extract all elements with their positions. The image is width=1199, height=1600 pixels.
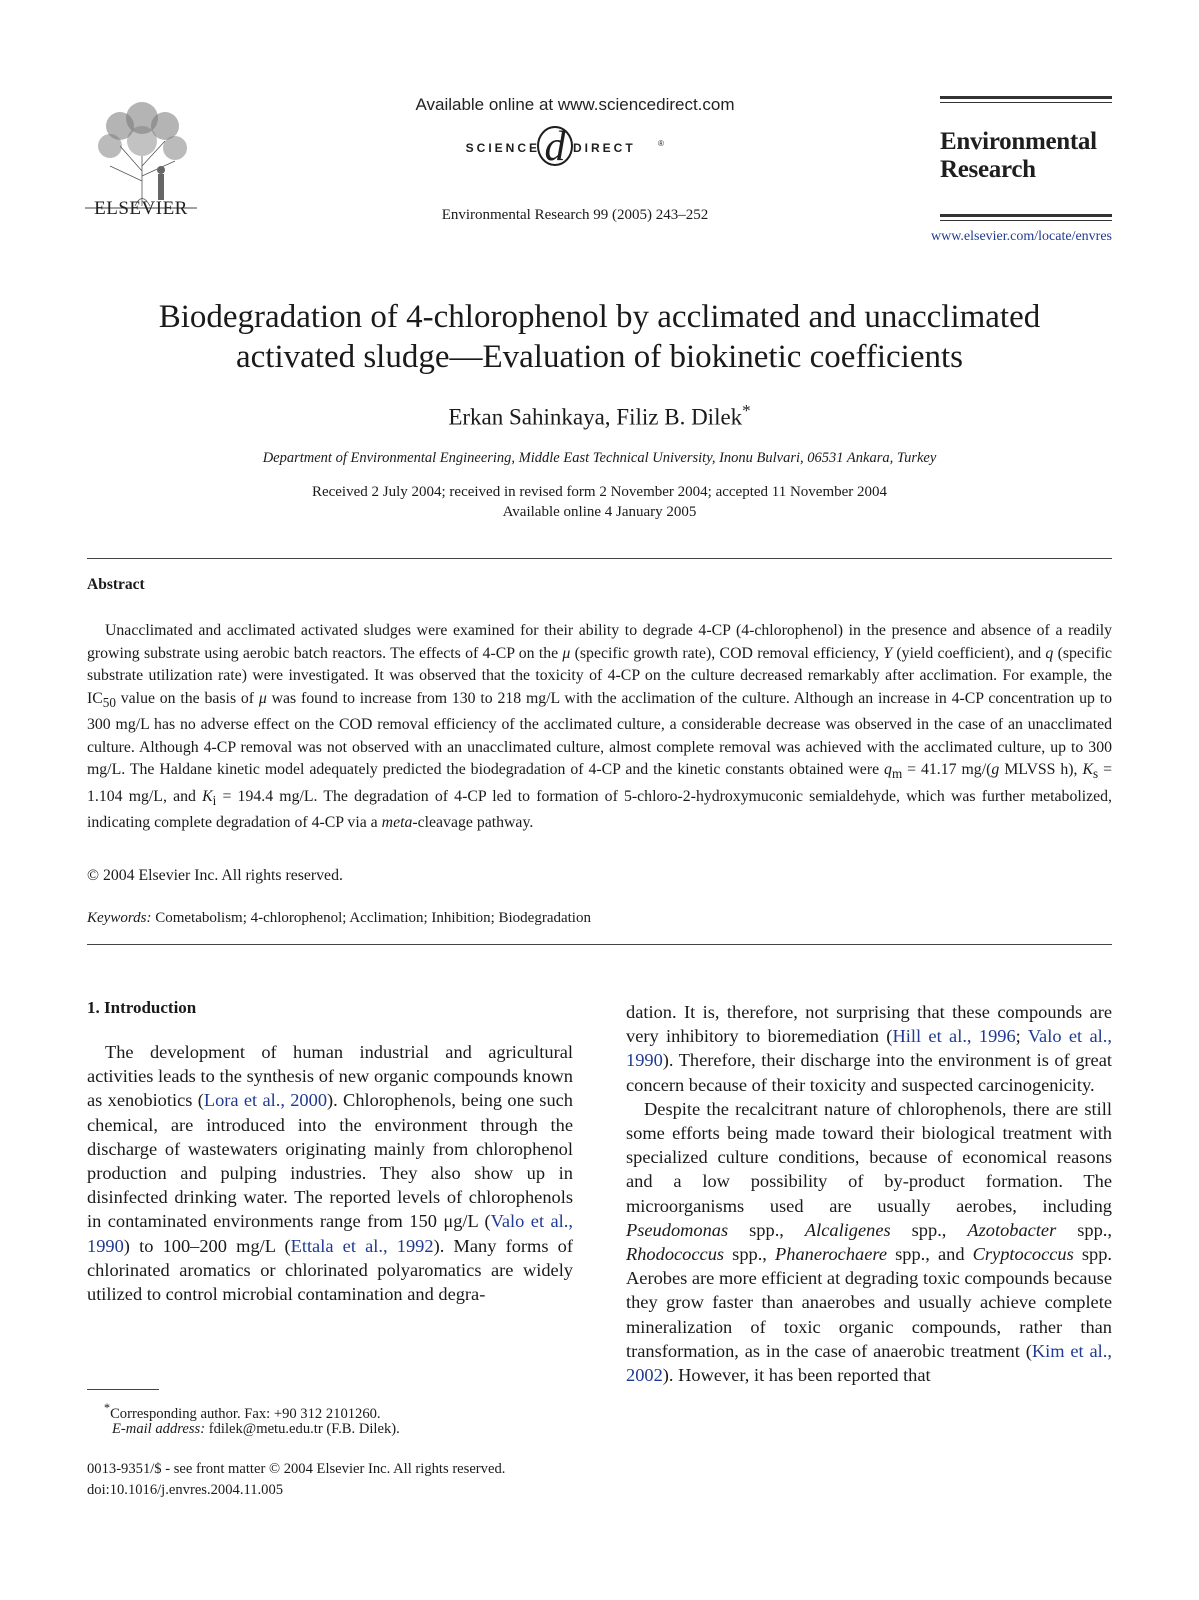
header-rule xyxy=(940,102,1112,103)
qm-subscript: m xyxy=(891,766,903,782)
body-text: spp., xyxy=(724,1244,776,1265)
received-dates: Received 2 July 2004; received in revised form 2 November 2004; accepted 11 November 2004 xyxy=(311,484,888,500)
corresponding-author-mark[interactable]: * xyxy=(742,401,751,420)
paragraph xyxy=(626,1097,1112,1387)
species-name: Phanerochaere xyxy=(775,1244,888,1265)
abstract-heading: Abstract xyxy=(87,576,145,593)
body-text: The development of human industrial and agricultural activities leads to the synthesis of new organic compounds known as xenobiotics ( xyxy=(87,1042,573,1111)
body-text: ). Many forms of chlorinated aromatics or chlorinated polyaromatics are widely utilized to control microbial contamination and degra- xyxy=(87,1235,573,1305)
header-rule xyxy=(940,96,1112,99)
header-rule xyxy=(940,220,1112,221)
ic50-subscript: 50 xyxy=(102,694,116,710)
paragraph xyxy=(626,1000,1112,1097)
svg-text:DIRECT: DIRECT xyxy=(573,141,636,155)
journal-name-line: Research xyxy=(940,156,1036,183)
symbol-Ks: K xyxy=(1082,761,1093,779)
footnote-text: Corresponding author. Fax: +90 312 2101260. xyxy=(110,1405,381,1422)
body-text: Despite the recalcitrant nature of chlorophenols, there are still some efforts being made toward their biological treatment with specialized culture conditions, because of economical reasons and a low possibility of by-product formation. The microorganisms used are usually aerobes, including xyxy=(626,1098,1112,1216)
symbol-Ki: K xyxy=(202,787,213,805)
body-text: ). Therefore, their discharge into the environment is of great concern because of their toxicity and suspected carcinogenicity. xyxy=(626,1050,1112,1095)
meta-term: meta xyxy=(381,814,413,832)
body-text: spp., and xyxy=(887,1244,973,1265)
abstract-text: (yield coefficient), and xyxy=(892,644,1046,662)
email-note xyxy=(112,1419,400,1439)
body-text: ; xyxy=(1015,1026,1028,1047)
abstract-text: = 41.17 mg/( xyxy=(902,761,992,779)
body-text: dation. It is, therefore, not surprising that these compounds are very inhibitory to bioremediation ( xyxy=(626,1002,1112,1047)
citation-link[interactable]: Ettala et al., 1992 xyxy=(290,1235,434,1256)
abstract-top-rule xyxy=(87,558,1112,559)
body-text: spp. Aerobes are more efficient at degrading toxic compounds because they grow faster than anaerobes and usually achieve complete mineralization of toxic organic compounds, rather than transformation, as in the case of anaerobic treatment ( xyxy=(626,1244,1112,1361)
body-column-left xyxy=(87,1040,573,1306)
symbol-Y: Y xyxy=(883,644,893,662)
symbol-qm: q xyxy=(884,761,892,779)
email-address[interactable]: fdilek@metu.edu.tr (F.B. Dilek). xyxy=(205,1421,400,1437)
title-line: Biodegradation of 4-chlorophenol by acclimated and unacclimated xyxy=(158,299,1041,335)
paragraph xyxy=(87,1040,573,1306)
abstract-text: = 194.4 mg/L. The degradation of 4-CP led to formation of 5-chloro-2-hydroxymuconic semialdehyde, which was further metabolized, indicating complete degradation of 4-CP via a xyxy=(87,787,1112,832)
citation-link[interactable]: Valo et al., 1990 xyxy=(87,1211,573,1256)
citation-link[interactable]: Lora et al., 2000 xyxy=(203,1090,328,1111)
journal-url-link[interactable]: www.elsevier.com/locate/envres xyxy=(930,229,1112,244)
abstract-text: (specific substrate utilization rate) were investigated. It was observed that the toxicity of 4-CP on the culture decreased remarkably after acclimation. For example, the IC xyxy=(87,644,1113,707)
affiliation: Department of Environmental Engineering, Middle East Technical University, Inonu Bulvari, 06531 Ankara, Turkey xyxy=(262,450,937,466)
abstract-bottom-rule xyxy=(87,944,1112,945)
species-name: Pseudomonas xyxy=(626,1219,729,1240)
citation-link[interactable]: Hill et al., 1996 xyxy=(892,1026,1016,1047)
keywords xyxy=(87,910,591,927)
body-text: ). However, it has been reported that xyxy=(662,1365,931,1386)
symbol-mu: μ xyxy=(258,689,267,707)
abstract-text: MLVSS h), xyxy=(999,761,1083,779)
journal-name xyxy=(940,128,1112,184)
abstract-copyright: © 2004 Elsevier Inc. All rights reserved. xyxy=(87,867,343,884)
species-name: Azotobacter xyxy=(967,1219,1057,1240)
body-text: spp., xyxy=(890,1219,968,1240)
body-column-right xyxy=(626,1000,1112,1387)
available-online-date: Available online 4 January 2005 xyxy=(502,504,697,520)
keywords-label: Keywords: xyxy=(87,910,152,926)
article-title xyxy=(60,297,1139,377)
Ks-subscript: s xyxy=(1093,766,1099,782)
abstract-text: -cleavage pathway. xyxy=(412,814,534,832)
available-online-banner: Available online at www.sciencedirect.com xyxy=(415,95,735,114)
svg-text:SCIENCE: SCIENCE xyxy=(465,141,540,155)
footnote-rule xyxy=(87,1389,159,1390)
issn-line: 0013-9351/$ - see front matter © 2004 Elsevier Inc. All rights reserved. xyxy=(87,1461,506,1477)
species-name: Cryptococcus xyxy=(972,1244,1074,1265)
body-text: spp., xyxy=(1056,1219,1112,1240)
abstract-text: value on the basis of xyxy=(115,689,259,707)
body-text: ) to 100–200 mg/L ( xyxy=(123,1235,291,1256)
footnote-mark: * xyxy=(104,1401,111,1415)
symbol-mu: μ xyxy=(562,644,571,662)
header-rule xyxy=(940,214,1112,217)
abstract-text: was found to increase from 130 to 218 mg/L with the acclimation of the culture. Although an increase in 4-CP concentration up to 300 mg/L has no adverse effect on the COD removal efficiency of the acclimated culture, a considerable decrease was observed in the case of an unacclimated culture. Although 4-CP removal was not observed with an unacclimated culture, almost complete removal was achieved with the acclimated culture, up to 300 mg/L. The Haldane kinetic model adequately predicted the biodegradation of 4-CP and the kinetic constants obtained were xyxy=(87,689,1112,779)
body-text: spp., xyxy=(728,1219,805,1240)
doi-link[interactable]: doi:10.1016/j.envres.2004.11.005 xyxy=(87,1482,284,1498)
citation-link[interactable]: Valo et al., 1990 xyxy=(626,1026,1112,1071)
species-name: Alcaligenes xyxy=(804,1219,891,1240)
title-line: activated sludge—Evaluation of biokinetic coefficients xyxy=(236,339,963,375)
species-name: Rhodococcus xyxy=(626,1244,725,1265)
svg-text:®: ® xyxy=(658,139,664,148)
sciencedirect-logo xyxy=(458,122,698,170)
authors-text: Erkan Sahinkaya, Filiz B. Dilek xyxy=(448,404,743,430)
section-heading-introduction: 1. Introduction xyxy=(87,998,197,1017)
symbol-q: q xyxy=(1045,644,1054,662)
abstract-body xyxy=(87,620,1112,835)
author-list xyxy=(60,401,1139,431)
keywords-list: Cometabolism; 4-chlorophenol; Acclimation; Inhibition; Biodegradation xyxy=(151,910,591,926)
citation-link[interactable]: Kim et al., 2002 xyxy=(626,1340,1112,1386)
abstract-text: Unacclimated and acclimated activated sludges were examined for their ability to degrade 4-CP (4-chlorophenol) in the presence and absence of a readily growing substrate using aerobic batch reactors. The effects of 4-CP on the xyxy=(87,622,1112,662)
symbol-g: g xyxy=(991,761,1000,779)
abstract-text: = 1.104 mg/L, and xyxy=(87,761,1112,805)
journal-citation: Environmental Research 99 (2005) 243–252 xyxy=(441,207,709,223)
Ki-subscript: i xyxy=(212,792,217,808)
publisher-name: ELSEVIER xyxy=(94,198,188,219)
body-text: ). Chlorophenols, being one such chemical, are introduced into the environment through the discharge of wastewaters originating mainly from chlorophenol production and pulping industries. They also show up in disinfected drinking water. The reported levels of chlorophenols in contaminated environments range from 150 μg/L ( xyxy=(87,1090,573,1232)
email-label: E-mail address: xyxy=(112,1421,206,1437)
svg-text:d: d xyxy=(544,124,566,170)
publication-dates xyxy=(60,482,1139,522)
abstract-text: (specific growth rate), COD removal efficiency, xyxy=(570,644,884,662)
journal-name-line: Environmental xyxy=(940,128,1097,155)
